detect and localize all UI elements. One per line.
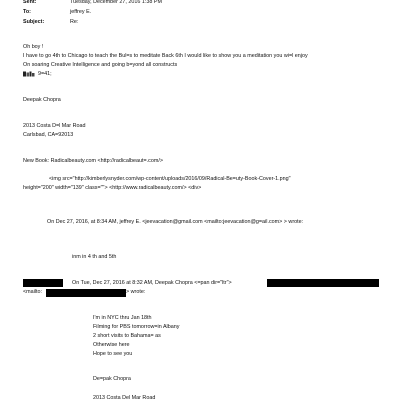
sent-label: Sent: [23,0,37,5]
signature-name: Deepak Chopra [23,97,61,103]
body-line: I have to go 4th to Chicago to teach the Bul=s to meditate Back 6th I would like to show you a meditation you wi=l enjoy [23,53,308,59]
inner-signature: De=pak Chopra [93,376,131,382]
quoted-header: <mailto: [23,289,43,295]
quoted-header: On Tue, Dec 27, 2016 at 8:32 AM, Deepak Chopra <=pan dir="ltr"> [72,280,232,286]
greeting: Oh boy ! [23,44,44,50]
to-label: To: [23,9,31,15]
subject-value: Re: [70,19,79,25]
inner-line: Hope to see you [93,351,133,357]
inner-line: Filming for PBS tomorrow=in Albany [93,324,180,330]
garbled-glyph-icon [23,71,35,77]
img-tag-line: height="200" width="139" class=""> <http://www.radicalbeauty.com/> <div> [23,185,202,191]
inner-line: I'm in NYC thru Jan 18th [93,315,152,321]
inner-line: 2 short visits to Bahama= as [93,333,161,339]
body-line: On soaring Creative Intelligence and going b=yond all constructs [23,62,178,68]
signature-address: 2013 Costa D=l Mar Road [23,123,86,129]
inner-line: Otherwise here [93,342,130,348]
inner-address: 2013 Costa Del Mar Road [93,395,156,401]
emoji-icon [23,71,35,79]
quoted-header: On Dec 27, 2016, at 8:34 AM, jeffrey E. <jeevacation@gmail.com <mailto:jeevacation@g=ail.com> > wrote: [47,219,304,225]
redaction-bar [46,289,126,297]
body-line: 9=41; [38,71,52,77]
quoted-header: > wrote: [126,289,146,295]
img-tag-line: <img src="http://kimberlysnyder.com/wp-content/uploads/2016/09/Radical-Be=uty-Book-Cover-1.png" [49,176,291,182]
redaction-bar [267,279,379,287]
signature-address: Carlsbad, CA=92013 [23,132,74,138]
new-book-line: New Book: Radicalbeauty.com <http://radicalbeaut=.com/> [23,158,163,164]
to-value: jeffrey E. [70,9,92,15]
redaction-bar [23,279,63,287]
quoted-reply: inm in 4 th and 5th [72,254,117,260]
sent-value: Tuesday, December 27, 2016 1:38 PM [70,0,162,5]
subject-label: Subject: [23,19,45,25]
